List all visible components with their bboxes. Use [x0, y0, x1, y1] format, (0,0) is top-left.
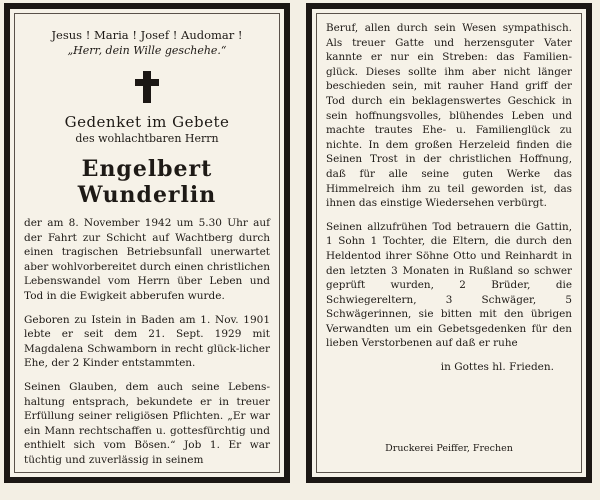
left-card — [4, 3, 290, 483]
birth-paragraph: Geboren zu Istein in Baden am 1. Nov. 1901 lebte er seit dem 21. Sept. 1929 mit Magdalena Schwamborn in recht glück-licher Ehe, der 2 Kinder entstammten. — [24, 313, 270, 370]
death-paragraph: der am 8. November 1942 um 5.30 Uhr auf der Fahrt zur Schicht auf Wachtberg durch einen tragischen Betriebsunfall unerwartet aber wohlvorbereitet durch einen christlichen Lebenswandel vom Herrn über Leben und Tod in die Ewigkeit abberufen wurde. — [24, 217, 270, 302]
printer-credit: Druckerei Peiffer, Frechen — [385, 443, 513, 454]
cross-icon — [135, 71, 159, 103]
right-card-content — [326, 21, 572, 469]
left-card-content — [24, 21, 270, 469]
life-paragraph: Beruf, allen durch sein Wesen sympathisch. Als treuer Gatte und herzensguter Vater kannte er nur ein Streben: das Familien-glück. Dieses sollte ihm aber nicht länger beschieden sein, mit rauher Hand griff der Tod durch ein beklagenswertes Geschick in sein hoffnungsvolles, blühendes Leben und machte trautes Ehe- u. Familienglück zu nichte. In dem großen Herzeleid finden die Seinen Trost in der christlichen Hoffnung, daß für alle seine guten Werke das Himmelreich ihm zu teil geworden ist, das ihnen das einstige Wiedersehen verbürgt. — [326, 22, 572, 210]
faith-paragraph: Seinen Glauben, dem auch seine Lebens-haltung entsprach, bekundete er in treuer Erfüllung seiner religiösen Pflichten. „Er war ein Mann rechtschaffen u. gottesfürchtig und enthielt sich vom Bösen.“ Job 1. Er war tüchtig und zuverlässig in seinem — [24, 380, 270, 466]
subheading: des wohlachtbaren Herrn — [75, 132, 219, 145]
invocation: Jesus ! Maria ! Josef ! Audomar ! — [51, 28, 243, 42]
mourners-paragraph: Seinen allzufrühen Tod betrauern die Gattin, 1 Sohn 1 Tochter, die Eltern, die durch den Heldentod ihrer Söhne Otto und Reinhardt in den letzten 3 Monaten in Rußland so schwer geprüft wurden, 2 Brüder, die Schwiegereltern, 3 Schwäger, 5 Schwägerinnen, sie bitten mit den übrigen Verwandten um ein Gebetsgedenken für den lieben Verstorbenen auf daß er ruhe — [326, 220, 572, 350]
motto: „Herr, dein Wille geschehe.“ — [67, 44, 227, 57]
right-card — [306, 3, 592, 483]
closing-line: in Gottes hl. Frieden. — [440, 361, 554, 374]
deceased-name: Engelbert Wunderlin — [77, 156, 217, 208]
gedenket-heading: Gedenket im Gebete — [64, 113, 230, 131]
